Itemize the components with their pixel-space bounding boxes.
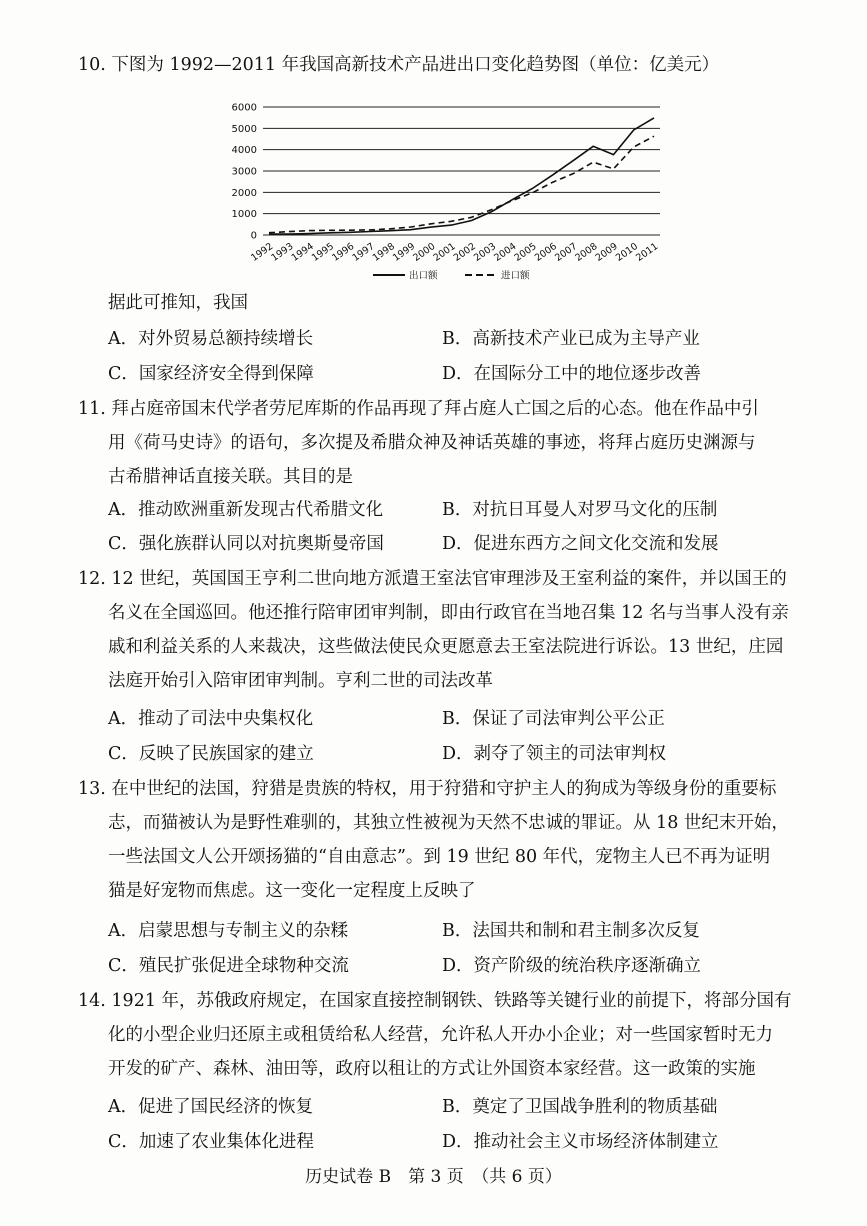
y-tick-label: 5000 [231,123,257,135]
x-tick-label: 2004 [492,241,519,264]
x-tick-label: 1994 [289,241,316,264]
legend-label: 出口额 [409,270,438,282]
x-tick-label: 2006 [532,241,559,264]
y-tick-label: 0 [250,230,257,242]
option-b[interactable]: B．奠定了卫国战争胜利的物质基础 [442,1097,718,1117]
option-b[interactable]: B．高新技术产业已成为主导产业 [442,329,700,349]
x-tick-label: 1999 [391,241,418,264]
x-tick-label: 1993 [269,241,296,264]
option-a[interactable]: A．推动欧洲重新发现古代希腊文化 [108,500,384,520]
x-tick-label: 2005 [512,241,539,264]
x-tick-label: 2002 [451,241,478,264]
question-number: 12. [78,569,106,589]
stem-line: 用《荷马史诗》的语句，多次提及希腊众神及神话英雄的事迹，将拜占庭历史渊源与 [108,433,756,453]
stem-line: 志，而猫被认为是野性难驯的，其独立性被视为天然不忠诚的罪证。从 18 世纪末开始， [108,813,789,833]
x-tick-label: 1997 [350,241,377,264]
question-11 [78,392,823,494]
series-line [269,118,654,234]
stem-line: 在中世纪的法国，狩猎是贵族的特权，用于狩猎和守护主人的狗成为等级身份的重要标 [111,779,777,799]
option-d[interactable]: D．资产阶级的统治秩序逐渐确立 [442,956,702,976]
option-c[interactable]: C．殖民扩张促进全球物种交流 [108,956,349,976]
series-line [269,136,654,233]
stem-line: 化的小型企业归还原主或租赁给私人经营，允许私人开办小企业；对一些国家暂时无力 [108,1025,773,1045]
stem-line: 名义在全国巡回。他还推行陪审团审判制，即由行政官在当地召集 12 名与当事人没有亲 [108,603,789,623]
x-tick-label: 2000 [411,241,438,264]
stem-line: 12 世纪，英国国王亨利二世向地方派遣王室法官审理涉及王室利益的案件，并以国王的 [111,569,787,589]
option-a[interactable]: A．促进了国民经济的恢复 [108,1097,314,1117]
x-tick-label: 2011 [634,241,661,264]
x-tick-label: 2008 [573,241,600,264]
stem-line: 戚和利益关系的人来裁决，这些做法使民众更愿意去王室法院进行诉讼。13 世纪，庄园 [108,637,784,657]
y-tick-label: 4000 [231,145,257,157]
stem-line: 1921 年，苏俄政府规定，在国家直接控制钢铁、铁路等关键行业的前提下，将部分国有 [111,991,792,1011]
question-stem: 下图为 1992—2011 年我国高新技术产品进出口变化趋势图（单位：亿美元） [111,55,720,75]
option-c[interactable]: C．国家经济安全得到保障 [108,364,314,384]
x-tick-label: 2001 [431,241,458,264]
stem-line: 法庭开始引入陪审团审判制。亨利二世的司法改革 [108,671,493,691]
x-tick-label: 2007 [553,241,580,264]
x-tick-label: 2010 [613,241,641,264]
option-d[interactable]: D．推动社会主义市场经济体制建立 [442,1132,719,1152]
option-b[interactable]: B．保证了司法审判公平公正 [442,709,665,729]
question-10 [78,48,823,82]
y-tick-label: 3000 [231,166,257,178]
option-d[interactable]: D．剥夺了领主的司法审判权 [442,744,667,764]
option-a[interactable]: A．启蒙思想与专制主义的杂糅 [108,921,349,941]
stem-line: 一些法国文人公开颂扬猫的“自由意志”。到 19 世纪 80 年代，宠物主人已不再为证明 [108,847,771,867]
question-10-lead [108,286,853,320]
x-tick-label: 1996 [330,241,357,264]
line-chart-svg [225,95,665,295]
option-c[interactable]: C．反映了民族国家的建立 [108,744,314,764]
question-13 [78,772,823,908]
x-tick-label: 1998 [370,241,397,264]
legend-label: 进口额 [501,270,530,282]
question-12 [78,562,823,698]
option-c[interactable]: C．加速了农业集体化进程 [108,1132,314,1152]
trade-chart [225,95,665,295]
stem-line: 猫是好宠物而焦虑。这一变化一定程度上反映了 [108,881,476,901]
option-a[interactable]: A．推动了司法中央集权化 [108,709,314,729]
x-tick-label: 1995 [309,241,337,264]
question-14 [78,984,823,1086]
lead-text: 据此可推知，我国 [108,293,248,313]
page-footer: 历史试卷 B 第 3 页 （共 6 页） [305,1167,562,1187]
stem-line: 拜占庭帝国末代学者劳尼库斯的作品再现了拜占庭人亡国之后的心态。他在作品中引 [111,399,759,419]
stem-line: 开发的矿产、森林、油田等，政府以租让的方式让外国资本家经营。这一政策的实施 [108,1059,756,1079]
option-b[interactable]: B．对抗日耳曼人对罗马文化的压制 [442,500,718,520]
stem-line: 古希腊神话直接关联。其目的是 [108,467,353,487]
question-number: 13. [78,779,106,799]
option-d[interactable]: D．促进东西方之间文化交流和发展 [442,534,719,554]
x-tick-label: 2003 [472,241,499,264]
option-b[interactable]: B．法国共和制和君主制多次反复 [442,921,700,941]
x-tick-label: 2009 [593,241,620,264]
question-number: 11. [78,399,106,419]
y-tick-label: 1000 [231,209,257,221]
option-c[interactable]: C．强化族群认同以对抗奥斯曼帝国 [108,534,384,554]
option-d[interactable]: D．在国际分工中的地位逐步改善 [442,364,702,384]
option-a[interactable]: A．对外贸易总额持续增长 [108,329,314,349]
x-tick-label: 1992 [249,241,276,264]
question-number: 14. [78,991,106,1011]
y-tick-label: 2000 [231,187,257,199]
y-tick-label: 6000 [231,102,257,114]
question-number: 10. [78,55,106,75]
